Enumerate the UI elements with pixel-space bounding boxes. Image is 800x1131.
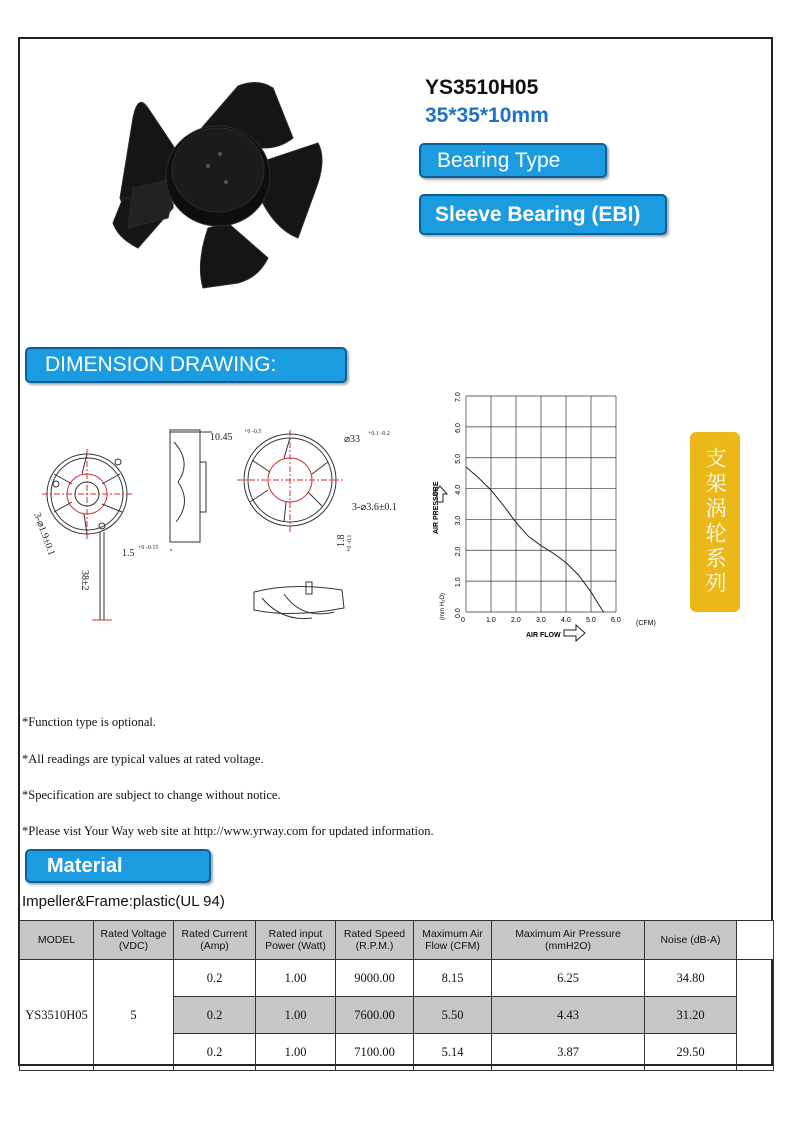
series-badge <box>690 432 740 612</box>
x-tick-label: 4.0 <box>561 617 571 624</box>
cell-noise: 31.20 <box>645 997 737 1034</box>
arrow-right-icon <box>564 625 585 641</box>
pq-chart <box>428 382 688 642</box>
material-heading: Material <box>25 849 211 883</box>
cell-noise: 29.50 <box>645 1034 737 1071</box>
x-tick-label: 3.0 <box>536 617 546 624</box>
header-blank <box>737 921 774 960</box>
dim-height: 10.45 <box>210 432 233 443</box>
dim-wall: 1.5 <box>122 548 135 559</box>
cell-current: 0.2 <box>174 960 256 997</box>
side-view <box>170 430 212 550</box>
dimension-drawing <box>22 422 422 642</box>
cell-current: 0.2 <box>174 997 256 1034</box>
header-voltage: Rated Voltage (VDC) <box>94 921 174 960</box>
cell-airflow: 5.14 <box>414 1034 492 1071</box>
y-tick-label: 7.0 <box>455 392 462 402</box>
x-tick-label: 5.0 <box>586 617 596 624</box>
cell-speed: 9000.00 <box>336 960 414 997</box>
cell-speed: 7100.00 <box>336 1034 414 1071</box>
spec-table-header <box>20 921 774 960</box>
model-title: YS3510H05 <box>425 76 539 99</box>
dimension-drawing-heading: DIMENSION DRAWING: <box>25 347 347 383</box>
chart-ylabel: AIR PRESSURE <box>433 481 440 534</box>
note-function: *Function type is optional. <box>22 715 157 729</box>
chart-y-unit: (mm H₂O) <box>440 593 446 620</box>
cell-power: 1.00 <box>256 960 336 997</box>
header-airflow: Maximum Air Flow (CFM) <box>414 921 492 960</box>
material-text: Impeller&Frame:plastic(UL 94) <box>22 893 225 910</box>
x-tick-label: 2.0 <box>511 617 521 624</box>
cell-power: 1.00 <box>256 1034 336 1071</box>
x-tick-label: 0 <box>461 617 465 624</box>
bottom-view <box>254 582 344 619</box>
y-tick-label: 3.0 <box>455 515 462 526</box>
dim-lead: 38±2 <box>79 570 90 591</box>
header-power: Rated input Power (Watt) <box>256 921 336 960</box>
cell-airflow: 5.50 <box>414 997 492 1034</box>
bearing-type-label: Bearing Type <box>419 143 607 178</box>
header-speed: Rated Speed (R.P.M.) <box>336 921 414 960</box>
spec-table <box>19 920 774 1071</box>
drawing-annotations <box>31 429 397 591</box>
chart-xlabel: AIR FLOW <box>526 632 561 639</box>
dim-left-holes: 3-⌀1.9±0.1 <box>31 511 57 558</box>
dim-outer: ⌀33 <box>344 434 361 445</box>
cell-pressure: 6.25 <box>492 960 645 997</box>
cell-pressure: 4.43 <box>492 997 645 1034</box>
dim-outer-tol: +0.1 -0.2 <box>368 431 390 437</box>
note-specification: *Specification are subject to change without notice. <box>22 788 281 802</box>
model-size: 35*35*10mm <box>425 104 549 127</box>
fan-product-image <box>108 78 326 290</box>
cell-speed: 7600.00 <box>336 997 414 1034</box>
dim-height-tol: +0 -0.5 <box>244 429 262 435</box>
dim-holes: 3-⌀3.6±0.1 <box>352 502 397 513</box>
chart-grid <box>466 396 616 612</box>
top-view <box>237 430 344 532</box>
chart-x-unit: (CFM) <box>636 620 656 627</box>
header-model: MODEL <box>20 921 94 960</box>
header-pressure: Maximum Air Pressure (mmH2O) <box>492 921 645 960</box>
dim-wall-tol: +0 -0.15 <box>138 545 159 551</box>
y-tick-label: 5.0 <box>455 453 462 464</box>
bearing-value: Sleeve Bearing (EBI) <box>419 194 667 235</box>
dim-hub-tol: +0 -0.1 <box>347 534 353 552</box>
dim-hub: 1.8 <box>336 534 347 547</box>
cell-noise: 34.80 <box>645 960 737 997</box>
cell-voltage: 5 <box>94 960 174 1071</box>
cell-airflow: 8.15 <box>414 960 492 997</box>
y-tick-label: 6.0 <box>455 423 462 433</box>
cell-power: 1.00 <box>256 997 336 1034</box>
front-view <box>42 449 132 620</box>
x-tick-label: 6.0 <box>611 617 621 624</box>
cell-model: YS3510H05 <box>20 960 94 1071</box>
note-readings: *All readings are typical values at rated voltage. <box>22 752 264 766</box>
table-row <box>20 960 774 997</box>
note-website: *Please vist Your Way web site at http://www.yrway.com for updated information. <box>22 824 434 838</box>
cell-pressure: 3.87 <box>492 1034 645 1071</box>
header-noise: Noise (dB-A) <box>645 921 737 960</box>
cell-current: 0.2 <box>174 1034 256 1071</box>
series-label: 支架涡轮系列 <box>703 447 727 597</box>
y-tick-label: 4.0 <box>455 484 462 495</box>
y-tick-label: 0.0 <box>455 608 462 618</box>
y-tick-label: 1.0 <box>455 577 462 588</box>
x-tick-label: 1.0 <box>486 617 496 624</box>
header-current: Rated Current (Amp) <box>174 921 256 960</box>
cell-blank <box>737 960 774 1071</box>
y-tick-label: 2.0 <box>455 546 462 557</box>
